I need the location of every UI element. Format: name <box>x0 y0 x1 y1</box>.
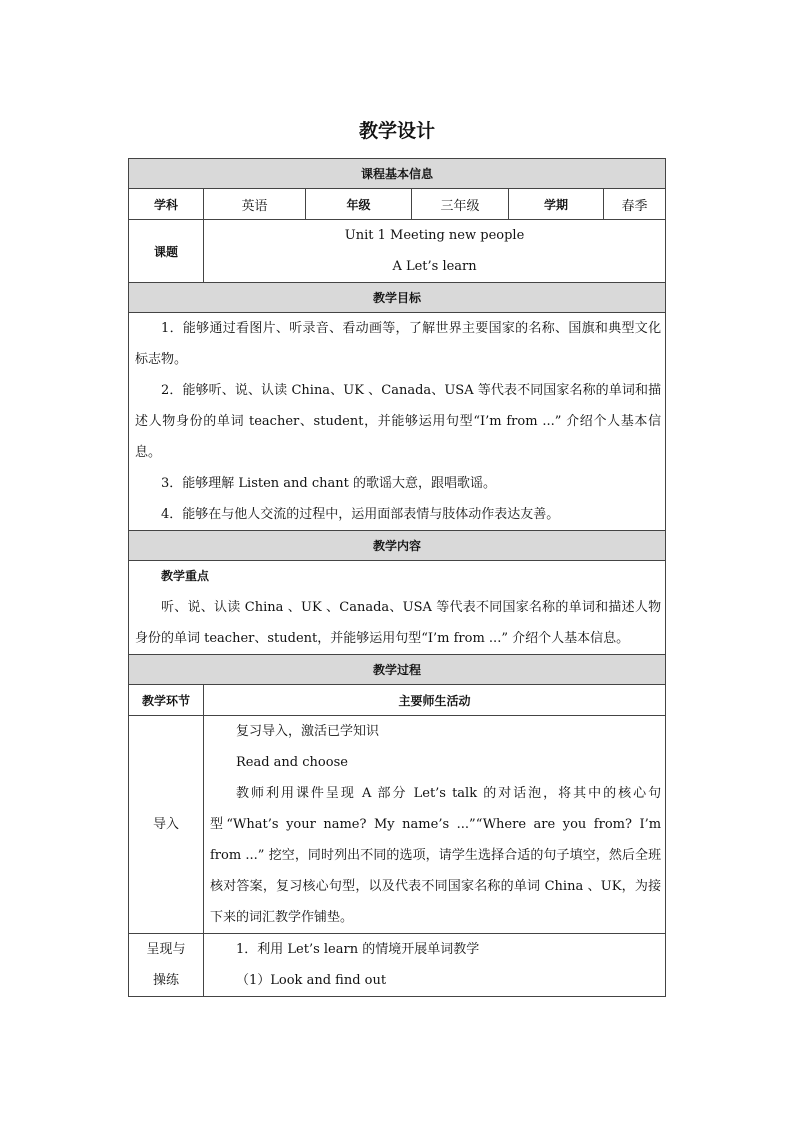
objectives-header-row <box>129 283 666 313</box>
objective-item: 2．能够听、说、认读 China、UK 、Canada、USA 等代表不同国家名称的单词和描述人物身份的单词 teacher、student，并能够运用句型“I’m from ...” 介绍个人基本信息。 <box>135 383 662 460</box>
grade-value: 三年级 <box>412 189 509 220</box>
present-activity <box>204 934 666 997</box>
intro-stage-label: 导入 <box>129 716 204 934</box>
content-body <box>129 561 666 655</box>
term-value: 春季 <box>604 189 666 220</box>
present-stage-label-line-2: 操练 <box>152 973 179 988</box>
activity-column-header: 主要师生活动 <box>204 685 666 716</box>
objectives-row <box>129 313 666 531</box>
lesson-plan-table <box>128 158 666 997</box>
objective-item: 1．能够通过看图片、听录音、看动画等，了解世界主要国家的名称、国旗和典型文化标志物。 <box>135 321 662 367</box>
present-stage-row <box>129 934 666 997</box>
topic-line-1: Unit 1 Meeting new people <box>344 228 525 243</box>
content-header: 教学内容 <box>129 531 666 561</box>
content-header-row <box>129 531 666 561</box>
topic-value <box>204 220 666 283</box>
intro-paragraph: 教师利用课件呈现 A 部分 Let’s talk 的对话泡，将其中的核心句型“What’s your name? My name’s ...”“Where are you from? I’m from ...” 挖空，同时列出不同的选项，请学生选择合适的句子填空，然后全班核对答案，复习核心句型，以及代表不同国家名称的单词 China 、UK，为接下来的词汇教学作铺垫。 <box>210 786 662 925</box>
objectives-header: 教学目标 <box>129 283 666 313</box>
stage-column-header: 教学环节 <box>129 685 204 716</box>
subject-label: 学科 <box>129 189 204 220</box>
intro-line: Read and choose <box>236 755 348 770</box>
objective-item: 3．能够理解 Listen and chant 的歌谣大意，跟唱歌谣。 <box>161 476 496 491</box>
topic-label: 课题 <box>129 220 204 283</box>
topic-row <box>129 220 666 283</box>
present-stage-label-line-1: 呈现与 <box>146 942 186 957</box>
grade-label: 年级 <box>306 189 412 220</box>
term-label: 学期 <box>509 189 604 220</box>
page-title: 教学设计 <box>358 120 435 142</box>
present-line: （1）Look and find out <box>236 973 387 988</box>
present-stage-label <box>129 934 204 997</box>
intro-activity <box>204 716 666 934</box>
process-columns-row <box>129 685 666 716</box>
basic-info-header: 课程基本信息 <box>129 159 666 189</box>
basic-info-header-row <box>129 159 666 189</box>
objectives-list <box>129 313 666 531</box>
process-header-row <box>129 655 666 685</box>
present-line: 1．利用 Let’s learn 的情境开展单词教学 <box>236 942 480 957</box>
objective-item: 4．能够在与他人交流的过程中，运用面部表情与肢体动作表达友善。 <box>161 507 560 522</box>
content-row <box>129 561 666 655</box>
subject-value: 英语 <box>204 189 306 220</box>
basic-info-row <box>129 189 666 220</box>
process-header: 教学过程 <box>129 655 666 685</box>
intro-line: 复习导入，激活已学知识 <box>236 724 380 739</box>
intro-stage-row <box>129 716 666 934</box>
topic-line-2: A Let’s learn <box>392 259 477 274</box>
key-points-text: 听、说、认读 China 、UK 、Canada、USA 等代表不同国家名称的单词和描述人物身份的单词 teacher、student，并能够运用句型“I’m from ...” 介绍个人基本信息。 <box>135 600 662 646</box>
key-points-label: 教学重点 <box>161 569 210 583</box>
